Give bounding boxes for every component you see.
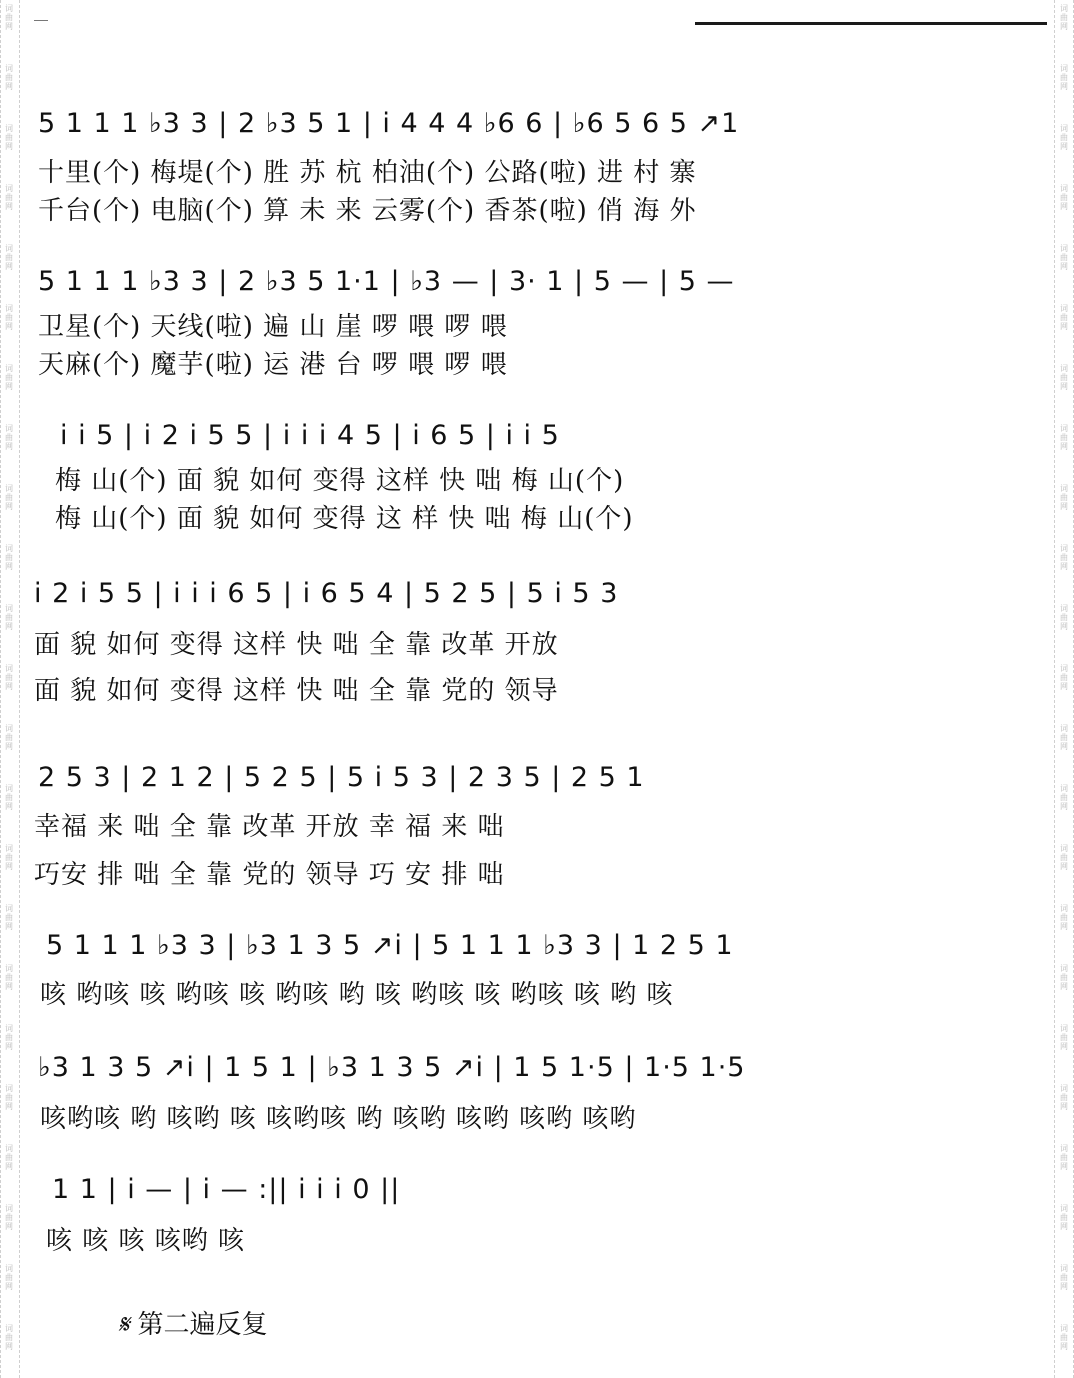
watermark-text: 词 曲 网 [5,604,13,631]
watermark-text: 词 曲 网 [1060,1324,1068,1351]
watermark-text: 词 曲 网 [1060,424,1068,451]
segno-sign-icon: 𝄋 [118,1310,130,1340]
notation-line: 5 1 1 1 ♭3 3 | 2 ♭3 5 1 | i 4 4 4 ♭6 6 | ♭6 5 6 5 ↗1 [38,108,740,139]
lyrics-verse-1: 咳 咳 咳 咳哟 咳 [46,1226,246,1256]
watermark-text: 词 曲 网 [1060,724,1068,751]
notation-line: ♭3 1 3 5 ↗i | 1 5 1 | ♭3 1 3 5 ↗i | 1 5 1·5 | 1·5 1·5 [38,1052,746,1083]
lyrics-verse-2: 天麻(个) 魔芋(啦) 运 港 台 啰 喂 啰 喂 [38,350,508,380]
watermark-text: 词 曲 网 [1060,64,1068,91]
lyrics-verse-2: 梅 山(个) 面 貌 如何 变得 这 样 快 咄 梅 山(个) [55,504,634,534]
watermark-text: 词 曲 网 [5,964,13,991]
notation-line: i i 5 | i 2 i 5 5 | i i i 4 5 | i 6 5 | i i 5 [60,420,560,451]
watermark-text: 词 曲 网 [5,1144,13,1171]
watermark-text: 词 曲 网 [5,724,13,751]
watermark-text: 词 曲 网 [5,424,13,451]
notation-line: 1 1 | i — | i — :|| i i i 0 || [52,1174,401,1205]
watermark-text: 词 曲 网 [5,4,13,31]
watermark-text: 词 曲 网 [5,664,13,691]
watermark-text: 词 曲 网 [5,1024,13,1051]
watermark-text: 词 曲 网 [1060,904,1068,931]
watermark-text: 词 曲 网 [5,904,13,931]
watermark-text: 词 曲 网 [1060,844,1068,871]
watermark-text: 词 曲 网 [1060,304,1068,331]
watermark-text: 词 曲 网 [5,64,13,91]
watermark-text: 词 曲 网 [5,364,13,391]
watermark-text: 词 曲 网 [1060,124,1068,151]
watermark-text: 词 曲 网 [5,1204,13,1231]
notation-line: i 2 i 5 5 | i i i 6 5 | i 6 5 4 | 5 2 5 | 5 i 5 3 [34,578,619,609]
watermark-text: 词 曲 网 [1060,1024,1068,1051]
lyrics-verse-1: 面 貌 如何 变得 这样 快 咄 全 靠 改革 开放 [34,630,559,660]
watermark-text: 词 曲 网 [1060,244,1068,271]
lyrics-verse-2: 面 貌 如何 变得 这样 快 咄 全 靠 党的 领导 [34,676,559,706]
watermark-text: 词 曲 网 [1060,964,1068,991]
watermark-text: 词 曲 网 [5,544,13,571]
watermark-text: 词 曲 网 [5,244,13,271]
notation-line: 2 5 3 | 2 1 2 | 5 2 5 | 5 i 5 3 | 2 3 5 | 2 5 1 [38,762,645,793]
lyrics-verse-2: 巧安 排 咄 全 靠 党的 领导 巧 安 排 咄 [34,860,505,890]
watermark-text: 词 曲 网 [5,184,13,211]
lyrics-verse-1: 梅 山(个) 面 貌 如何 变得 这样 快 咄 梅 山(个) [55,466,625,496]
watermark-text: 词 曲 网 [1060,1264,1068,1291]
watermark-text: 词 曲 网 [5,1084,13,1111]
watermark-text: 词 曲 网 [1060,1204,1068,1231]
corner-mark [34,20,48,21]
top-rule [695,22,1047,25]
watermark-text: 词 曲 网 [5,844,13,871]
watermark-text: 词 曲 网 [1060,4,1068,31]
watermark-text: 词 曲 网 [5,304,13,331]
repeat-note [118,1304,267,1341]
watermark-text: 词 曲 网 [5,1324,13,1351]
watermark-text: 词 曲 网 [1060,1144,1068,1171]
notation-line: 5 1 1 1 ♭3 3 | 2 ♭3 5 1·1 | ♭3 — | 3· 1 | 5 — | 5 — [38,266,735,297]
watermark-text: 词 曲 网 [1060,784,1068,811]
watermark-text: 词 曲 网 [1060,664,1068,691]
lyrics-verse-1: 卫星(个) 天线(啦) 遍 山 崖 啰 喂 啰 喂 [38,312,508,342]
watermark-text: 词 曲 网 [1060,604,1068,631]
watermark-text: 词 曲 网 [5,784,13,811]
watermark-text: 词 曲 网 [1060,544,1068,571]
notation-line: 5 1 1 1 ♭3 3 | ♭3 1 3 5 ↗i | 5 1 1 1 ♭3 3 | 1 2 5 1 [46,930,734,961]
lyrics-verse-1: 咳哟咳 哟 咳哟 咳 咳哟咳 哟 咳哟 咳哟 咳哟 咳哟 [40,1104,637,1134]
lyrics-verse-2: 千台(个) 电脑(个) 算 未 来 云雾(个) 香茶(啦) 俏 海 外 [38,196,697,226]
watermark-text: 词 曲 网 [1060,184,1068,211]
lyrics-verse-1: 幸福 来 咄 全 靠 改革 开放 幸 福 来 咄 [34,812,505,842]
repeat-instruction: 第二遍反复 [137,1310,268,1340]
watermark-text: 词 曲 网 [1060,364,1068,391]
watermark-text: 词 曲 网 [1060,1084,1068,1111]
watermark-text: 词 曲 网 [5,1264,13,1291]
watermark-text: 词 曲 网 [5,484,13,511]
watermark-text: 词 曲 网 [1060,484,1068,511]
lyrics-verse-1: 咳 哟咳 咳 哟咳 咳 哟咳 哟 咳 哟咳 咳 哟咳 咳 哟 咳 [40,980,674,1010]
watermark-text: 词 曲 网 [5,124,13,151]
lyrics-verse-1: 十里(个) 梅堤(个) 胜 苏 杭 柏油(个) 公路(啦) 进 村 寨 [38,158,697,188]
